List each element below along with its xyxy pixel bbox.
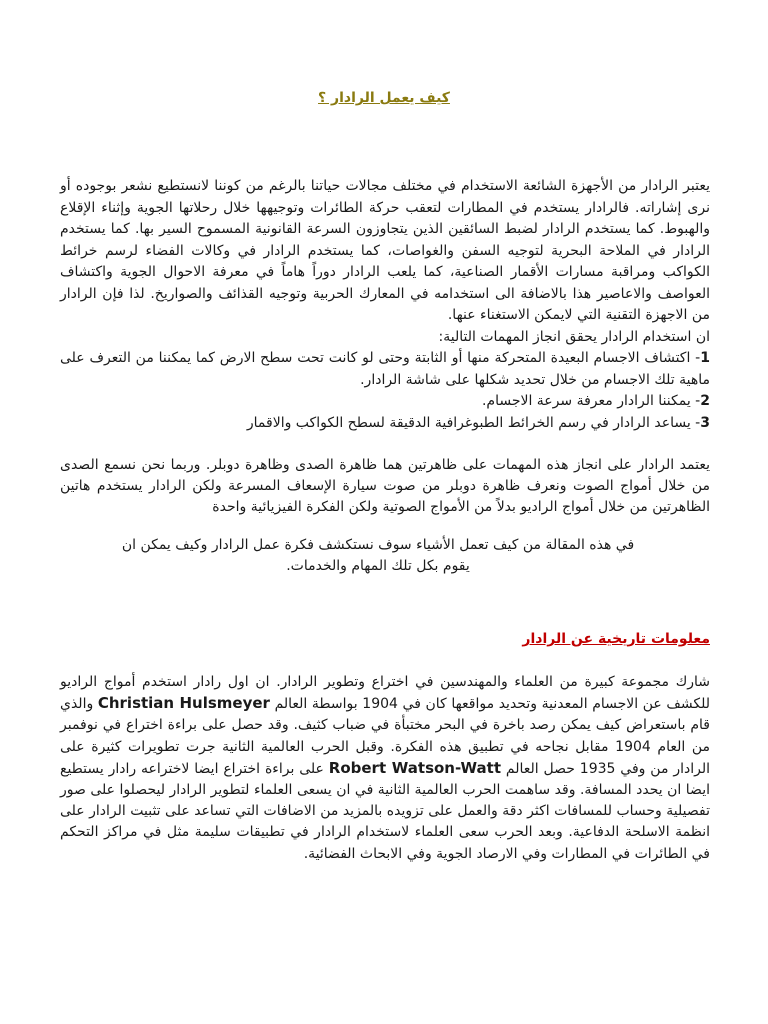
task-item-3 xyxy=(60,413,710,435)
intro-paragraph: يعتبر الرادار من الأجهزة الشائعة الاستخدام في مختلف مجالات حياتنا بالرغم من كوننا لانستطيع نشعر بوجوده أو نرى إشاراته. فالرادار يستخدم في المطارات لتعقب حركة الطائرات وتوجيهها خلال رحلاتها الجوية وإثناء الإقلاع والهبوط. كما يستخدم الرادار لضبط السائقين الذين يتجاوزون السرعة القانونية المسموح السير بها. كما يستخدم الرادار في الملاحة البحرية لتوجيه السفن والغواصات، كما يستخدم الرادار في وكالات الفضاء لرسم خرائط الكواكب ومراقبة مسارات الأقمار الصناعية، كما يلعب الرادار دوراً هاماً في معرفة الاحوال الجوية واكتشاف العواصف والاعاصير هذا بالاضافة الى استخدامه في المعارك الحربية وتوجيه القذائف والصواريخ. لذا فإن الرادار من الاجهزة التقنية التي لايمكن الاستغناء عنها. xyxy=(60,178,710,323)
task-text: - يساعد الرادار في رسم الخرائط الطبوغرافية الدقيقة لسطح الكواكب والاقمار xyxy=(246,414,701,431)
task-number: 1 xyxy=(700,350,710,366)
history-heading: معلومات تاريخية عن الرادار xyxy=(522,631,710,647)
history-paragraph xyxy=(60,672,710,865)
intro-section xyxy=(60,176,710,434)
article-overview-paragraph: في هذه المقالة من كيف تعمل الأشياء سوف نستكشف فكرة عمل الرادار وكيف يمكن ان يقوم بكل تلك المهام والخدمات. xyxy=(121,537,635,574)
page-title: كيف يعمل الرادار ؟ xyxy=(318,90,450,106)
task-text: - اكتشاف الاجسام البعيدة المتحركة منها أو الثابتة وحتى لو كانت تحت سطح الارض كما يمكننا من التعرف على ماهية تلك الاجسام من خلال تحديد شكلها على شاشة الرادار. xyxy=(60,350,710,388)
scientist-name-hulsmeyer: Christian Hulsmeyer xyxy=(97,694,270,713)
phenomena-paragraph: يعتمد الرادار على انجاز هذه المهمات على ظاهرتين هما ظاهرة الصدى وظاهرة دوبلر. وربما نحن نسمع الصدى من خلال أمواج الصوت ونعرف ظاهرة دوبلر من صوت سيارة الإسعاف المسرعة ولكن الرادار يستخدم هاتين الظاهرتين من خلال أمواج الراديو بدلاً من الأمواج الصوتية ولكن الفكرة الفيزيائية واحدة xyxy=(60,457,710,515)
tasks-intro: ان استخدام الرادار يحقق انجاز المهمات التالية: xyxy=(438,328,710,345)
history-text-part1: شارك مجموعة كبيرة من العلماء والمهندسين في اختراع وتطوير الرادار. ان اول رادار استخدم أمواج الراديو للكشف عن الاجسام المعدنية وتحديد مواقعها كان في 1904 بواسطة العالم xyxy=(60,674,710,713)
task-text: - يمكننا الرادار معرفة سرعة الاجسام. xyxy=(481,393,701,409)
history-text-part2: والذي قام باستعراض كيف يمكن رصد باخرة في البحر مختبأة في ضباب كثيف. وقد حصل على براءة اختراع في نوفمبر من العام 1904 مقابل نجاحه في تطبيق هذه الفكرة. وقبل الحرب العالمية الثانية جرت تطويرات كثيرة على الرادار من وفي 1935 حصل العالم xyxy=(60,696,710,777)
history-text-part3: على براءة اختراع ايضا لاختراعه رادار يستطيع ايضا ان يحدد المسافة. وقد ساهمت الحرب العالمية الثانية في ان يسعى العلماء لتطوير الرادار ليحصلوا على صور تفصيلية وحساب للمسافات اكثر دقة والعمل على تزويده بالمزيد من الاضافات التي تساعد على تثبيت الرادار على انظمة الاسلحة الدفاعية. وبعد الحرب سعى العلماء لاستخدام الرادار في تطبيقات سليمة مثل في مراكز التحكم في الطائرات في المطارات وفي الارصاد الجوية وفي الابحاث الفضائية. xyxy=(60,760,710,862)
task-number: 2 xyxy=(700,393,710,409)
scientist-name-watson-watt: Robert Watson-Watt xyxy=(328,758,502,777)
task-item-2 xyxy=(60,391,710,413)
task-number: 3 xyxy=(700,414,710,431)
task-item-1 xyxy=(60,348,710,391)
